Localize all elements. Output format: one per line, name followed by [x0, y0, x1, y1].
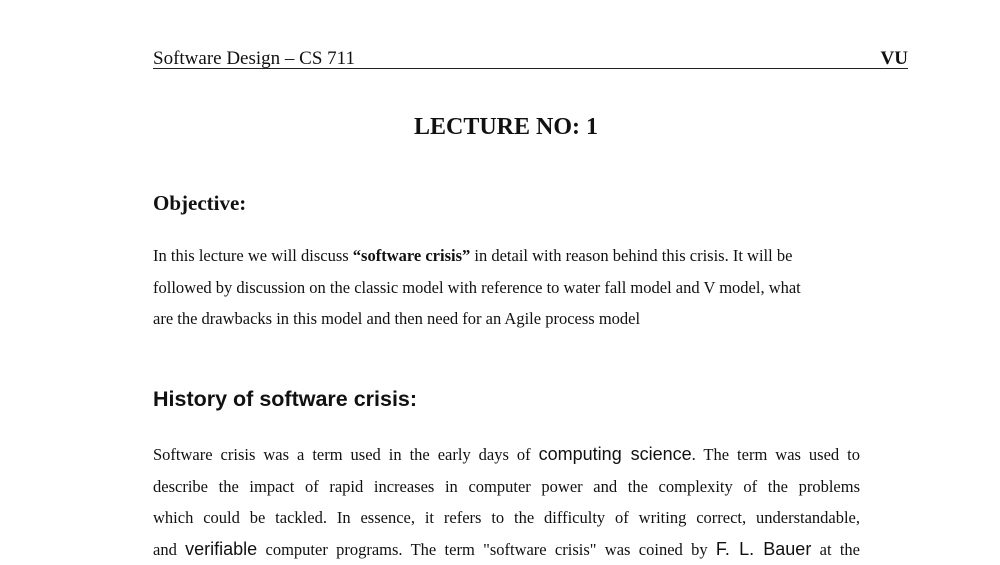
objective-paragraph — [153, 240, 860, 335]
page-header — [153, 46, 908, 69]
history-line-2: describe the impact of rapid increases in computer power and the complexity of the problems — [153, 471, 860, 503]
course-label: Software Design – CS 711 — [153, 48, 355, 70]
history-line-4: and verifiable computer programs. The term "software crisis" was coined by F. L. Bauer at the — [153, 534, 860, 565]
objective-line-3: are the drawbacks in this model and then need for an Agile process model — [153, 303, 860, 335]
history-line-3: which could be tackled. In essence, it refers to the difficulty of writing correct, understandable, — [153, 502, 860, 534]
emphasis-software-crisis: “software crisis” — [353, 246, 470, 265]
term-verifiable: verifiable — [185, 539, 257, 559]
objective-line-1: In this lecture we will discuss “software crisis” in detail with reason behind this crisis. It will be — [153, 240, 860, 272]
history-heading: History of software crisis: — [153, 387, 417, 412]
objective-line-2: followed by discussion on the classic model with reference to water fall model and V model, what — [153, 272, 860, 304]
institution-label: VU — [881, 48, 908, 70]
history-line-1: Software crisis was a term used in the early days of computing science. The term was used to — [153, 439, 860, 471]
lecture-title: LECTURE NO: 1 — [0, 114, 1000, 141]
history-paragraph — [153, 439, 860, 565]
term-computing-science: computing science — [539, 444, 692, 464]
objective-heading: Objective: — [153, 191, 246, 216]
name-fl-bauer: F. L. Bauer — [716, 539, 811, 559]
